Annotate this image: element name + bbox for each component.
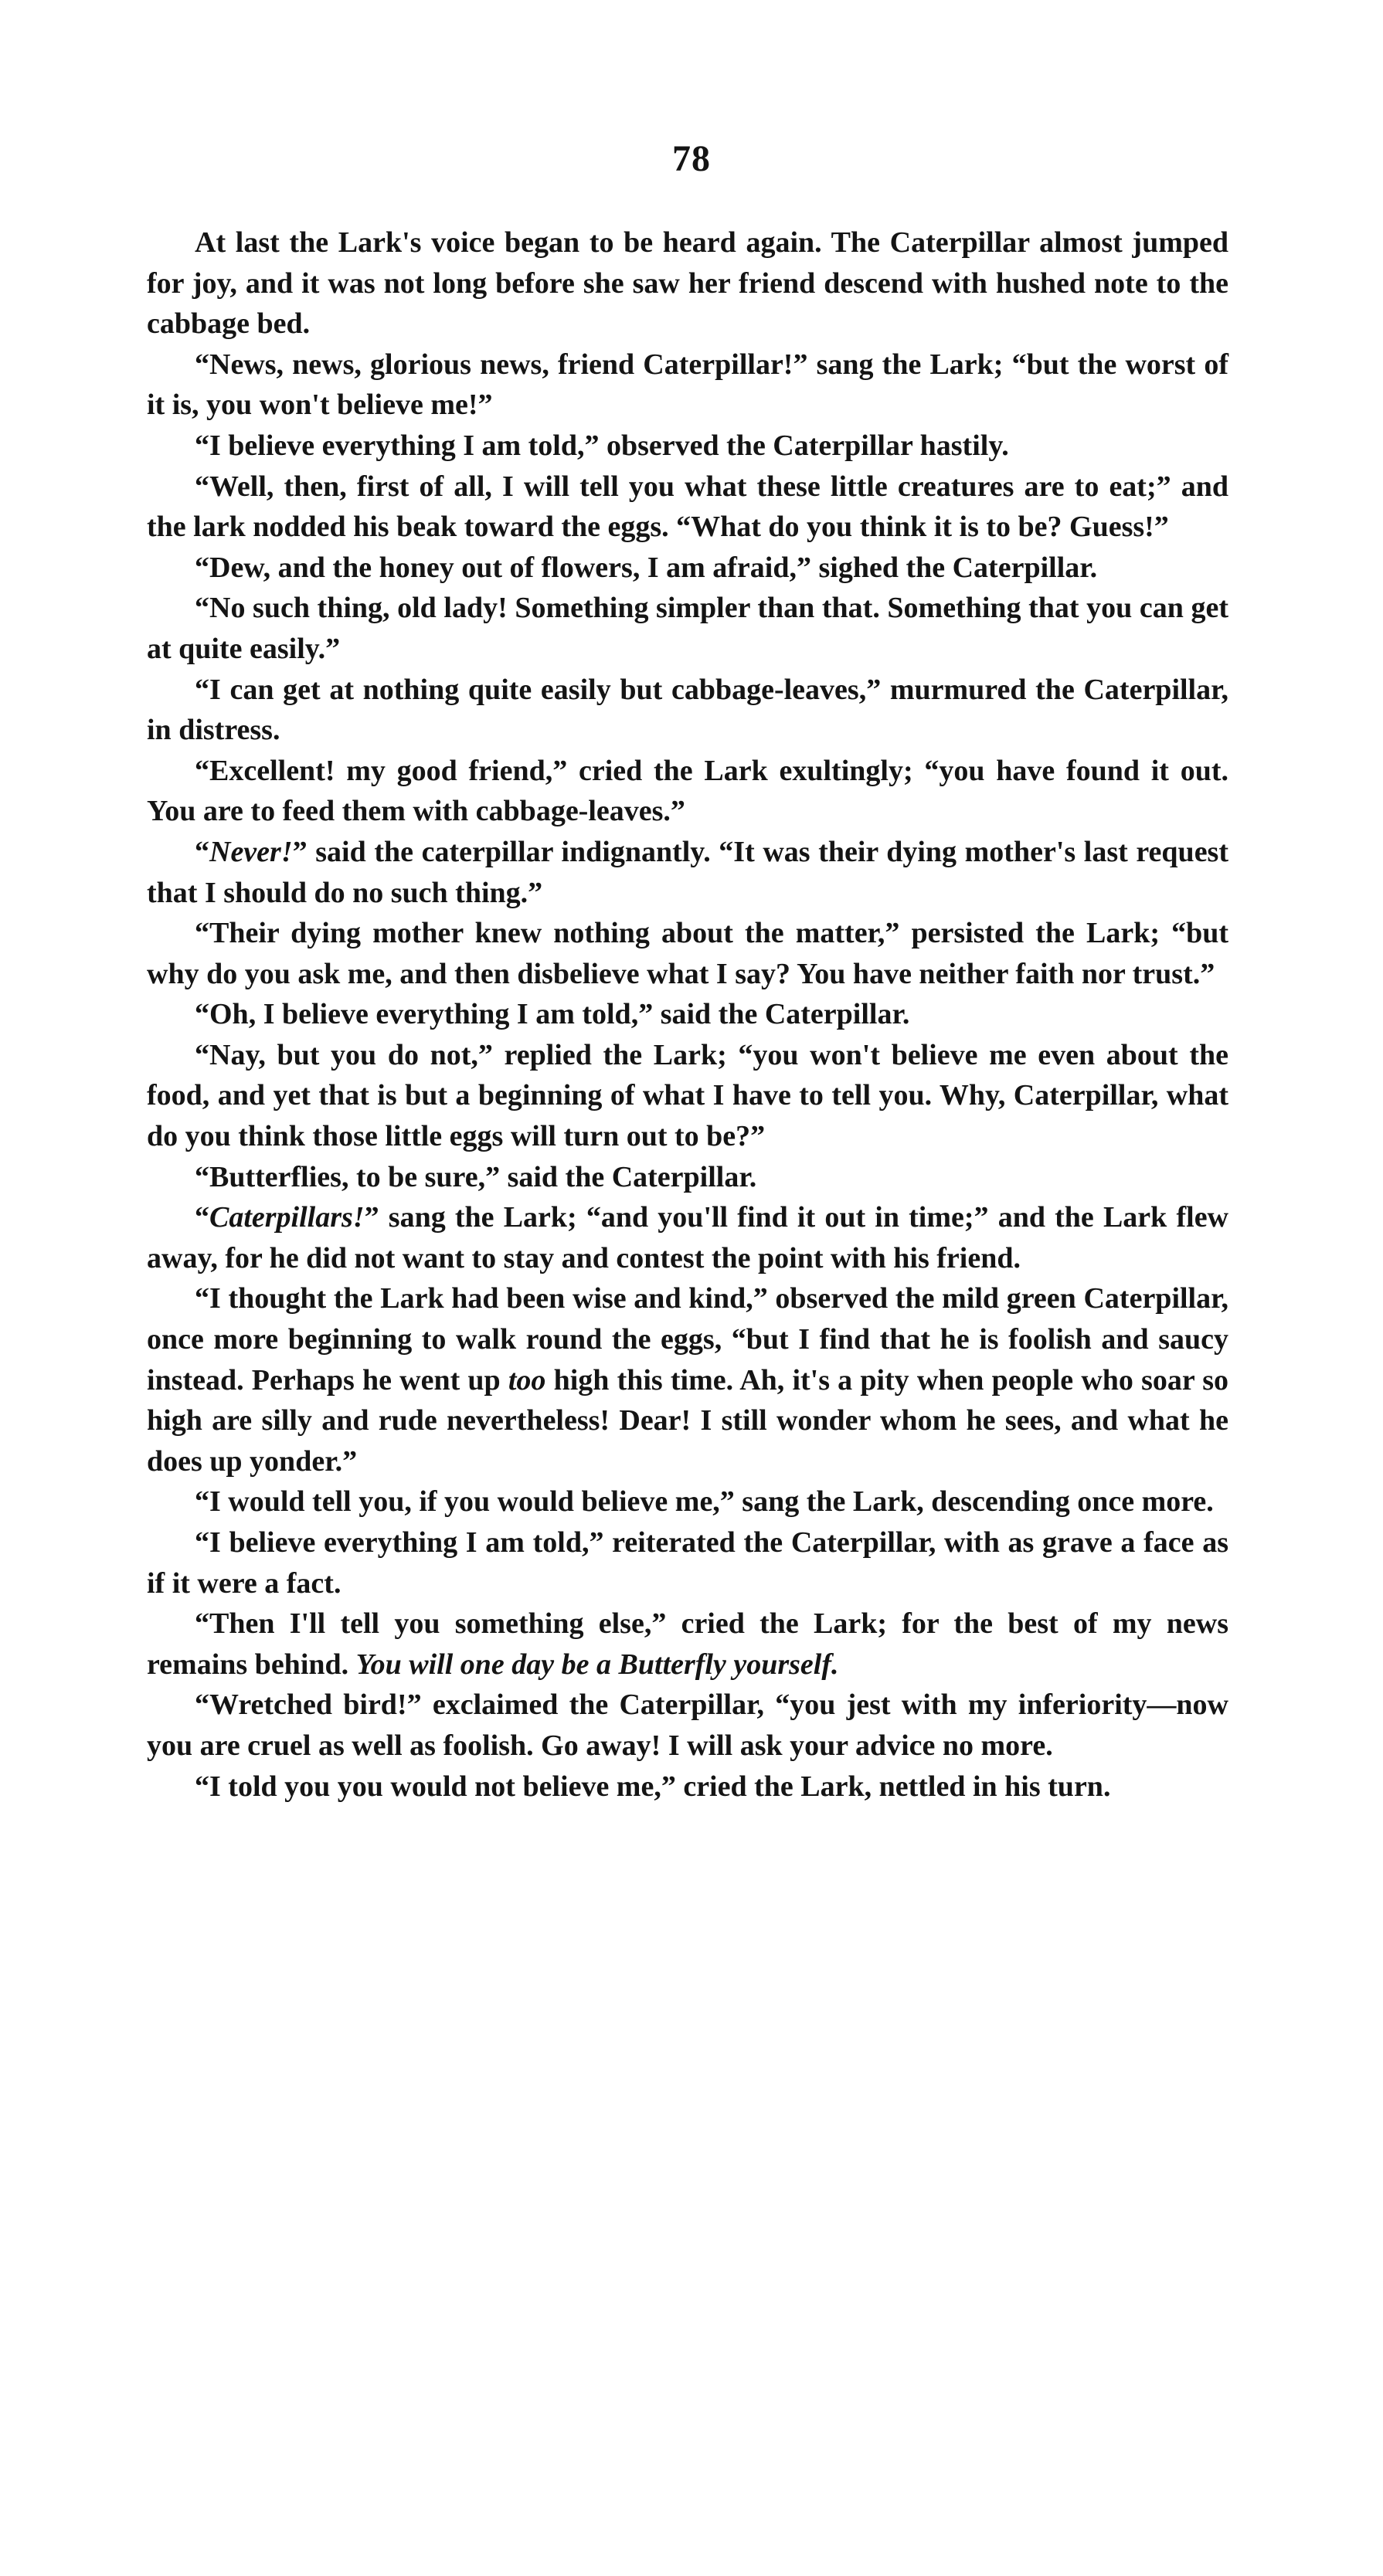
paragraph: “No such thing, old lady! Something simpler than that. Something that you can get at quite easily.” bbox=[147, 592, 1228, 665]
body-text bbox=[147, 222, 1228, 1807]
paragraph: “News, news, glorious news, friend Caterpillar!” sang the Lark; “but the worst of it is, you won't believe me!” bbox=[147, 348, 1228, 422]
paragraph: “Oh, I believe everything I am told,” said the Caterpillar. bbox=[195, 998, 910, 1031]
paragraph: “I told you you would not believe me,” cried the Lark, nettled in his turn. bbox=[195, 1770, 1111, 1803]
paragraph: “Nay, but you do not,” replied the Lark; “you won't believe me even about the food, and yet that is but a beginning of what I have to tell you. Why, Caterpillar, what do you think those little eggs will turn out to be?” bbox=[147, 1038, 1228, 1153]
paragraph: “Dew, and the honey out of flowers, I am afraid,” sighed the Caterpillar. bbox=[195, 551, 1098, 584]
paragraph: “Excellent! my good friend,” cried the Lark exultingly; “you have found it out. You are to feed them with cabbage-leaves.” bbox=[147, 754, 1228, 828]
paragraph: “Well, then, first of all, I will tell you what these little creatures are to eat;” and the lark nodded his beak toward the eggs. “What do you think it is to be? Guess!” bbox=[147, 470, 1228, 544]
paragraph: At last the Lark's voice began to be heard again. The Caterpillar almost jumped for joy, and it was not long before she saw her friend descend with hushed note to the cabbage bed. bbox=[147, 226, 1228, 341]
paragraph: “Caterpillars!” sang the Lark; “and you'll find it out in time;” and the Lark flew away, for he did not want to stay and contest the point with his friend. bbox=[147, 1201, 1228, 1274]
paragraph: “Wretched bird!” exclaimed the Caterpillar, “you jest with my inferiority—now you are cruel as well as foolish. Go away! I will ask your advice no more. bbox=[147, 1688, 1228, 1762]
paragraph: “I believe everything I am told,” reiterated the Caterpillar, with as grave a face as if it were a fact. bbox=[147, 1526, 1228, 1600]
paragraph: “I can get at nothing quite easily but cabbage-leaves,” murmured the Caterpillar, in distress. bbox=[147, 673, 1228, 747]
paragraph: “I would tell you, if you would believe me,” sang the Lark, descending once more. bbox=[195, 1485, 1214, 1519]
paragraph: “Their dying mother knew nothing about the matter,” persisted the Lark; “but why do you ask me, and then disbelieve what I say? You have neither faith nor trust.” bbox=[147, 917, 1228, 990]
paragraph: “Never!” said the caterpillar indignantly. “It was their dying mother's last request that I should do no such thing.” bbox=[147, 835, 1228, 909]
paragraph: “I thought the Lark had been wise and kind,” observed the mild green Caterpillar, once more beginning to walk round the eggs, “but I find that he is foolish and saucy instead. Perhaps he went up too high this time. Ah, it's a pity when people who soar so high are silly and rude nevertheless! Dear! I still wonder whom he sees, and what he does up yonder.” bbox=[147, 1282, 1229, 1478]
page-number: 78 bbox=[672, 138, 711, 179]
paragraph: “Butterflies, to be sure,” said the Caterpillar. bbox=[195, 1160, 757, 1193]
paragraph: “I believe everything I am told,” observed the Caterpillar hastily. bbox=[195, 429, 1009, 462]
paragraph: “Then I'll tell you something else,” cried the Lark; for the best of my news remains behind. You will one day be a Butterfly yourself. bbox=[147, 1607, 1228, 1681]
